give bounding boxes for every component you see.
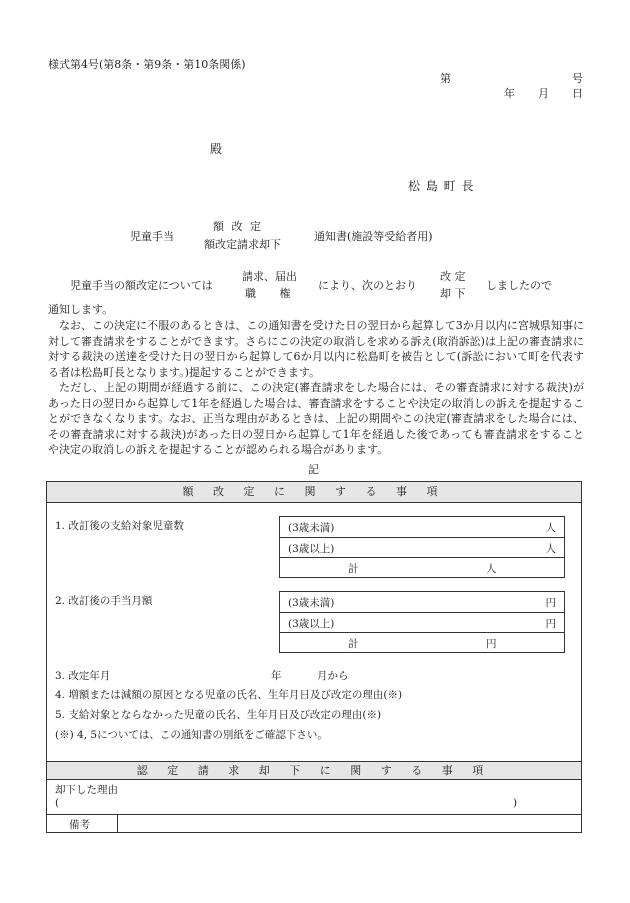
title-option-2: 額改定請求却下 [204, 238, 281, 251]
rejection-paren-open: ( [55, 797, 60, 809]
item2-label: 2. 改訂後の手当月額 [55, 595, 153, 607]
notice-paragraph-1: なお、この決定に不服のあるときは、この通知書を受けた日の翌日から起算して3か月以内に宮城県知事に対して審査請求をすることができます。さらにこの決定の取消しを求める訴え(取消訴訟)は上記の審査請求に対する裁決の送達を受けた日の翌日から起算して6か月以内に松島町を被告として(訴訟において町を代表する者は松島町長となります。)提起することができます。 [48, 319, 584, 379]
item2-total-label: 計 [348, 638, 359, 650]
item1-row-over3 [280, 537, 564, 557]
item1-label: 1. 改訂後の支給対象児童数 [55, 520, 184, 532]
form-code: 様式第4号(第8条・第9条・第10条関係) [48, 58, 246, 71]
remarks-cell-divider [117, 814, 118, 833]
item3-year: 年 [271, 670, 282, 682]
item2-row-under3 [280, 592, 564, 612]
intro-tail: しましたので [486, 279, 552, 292]
item4-label: 4. 増額または減額の原因となる児童の氏名、生年月日及び改定の理由(※) [55, 689, 403, 701]
item3-label: 3. 改定年月 [55, 670, 111, 682]
date-month: 月 [538, 87, 549, 100]
intro-choice-b-2: 却 下 [440, 287, 466, 300]
item1-row-total [280, 557, 564, 577]
item1-row-label: (3歳未満) [288, 522, 335, 534]
date-day: 日 [572, 87, 583, 100]
item5-label: 5. 支給対象とならなかった児童の氏名、生年月日及び改定の理由(※) [55, 709, 382, 721]
title-prefix: 児童手当 [130, 230, 174, 243]
item2-row-over3 [280, 612, 564, 632]
ki-marker: 記 [308, 463, 319, 476]
date-year: 年 [504, 87, 515, 100]
revision-note: (※) 4, 5については、この通知書の別紙をご確認下さい。 [55, 729, 328, 741]
number-suffix: 号 [572, 72, 583, 85]
rejection-paren-close: ) [513, 797, 518, 809]
remarks-label: 備考 [69, 819, 90, 831]
item1-total-label: 計 [348, 563, 359, 575]
intro-choice-a-1: 請求、届出 [242, 270, 297, 283]
item2-row-unit: 円 [545, 597, 556, 609]
item1-row-unit: 人 [545, 522, 556, 534]
item1-row-under3 [280, 517, 564, 537]
revision-section-heading: 額 改 定 に 関 す る 事 項 [47, 482, 581, 503]
title-option-1: 額 改 定 [213, 220, 263, 233]
item2-total-unit: 円 [486, 638, 497, 650]
item2-table [279, 591, 565, 653]
item1-table [279, 516, 565, 578]
item2-row-total [280, 632, 564, 652]
rejection-section-heading: 認 定 請 求 却 下 に 関 す る 事 項 [47, 761, 581, 780]
item2-row-label: (3歳以上) [288, 618, 335, 630]
number-prefix: 第 [440, 72, 451, 85]
intro-choice-b-1: 改 定 [440, 270, 466, 283]
sender-name: 松 島 町 長 [408, 179, 475, 193]
item1-row-unit: 人 [545, 543, 556, 555]
item2-row-unit: 円 [545, 618, 556, 630]
item2-row-label: (3歳未満) [288, 597, 335, 609]
remarks-divider [47, 814, 581, 815]
intro-lead: 児童手当の額改定については [70, 279, 213, 292]
intro-continuation: 通知します。 [48, 303, 114, 316]
notice-paragraph-2: ただし、上記の期間が経過する前に、この決定(審査請求をした場合には、その審査請求に対する裁決)があった日の翌日から起算して1年を経過した場合は、審査請求をすることや決定の取消しの訴えを提起することができなくなります。なお、正当な理由があるときは、上記の期間やこの決定(審査請求をした場合には、その審査請求に対する裁決)があった日の翌日から起算して1年を経過した後であっても審査請求をすることや決定の取消しの訴えを提起することが認められる場合があります。 [48, 381, 584, 456]
details-box [46, 481, 582, 833]
item1-row-label: (3歳以上) [288, 543, 335, 555]
intro-middle: により、次のとおり [318, 279, 417, 292]
intro-choice-a-2: 職 権 [245, 287, 301, 300]
addressee-honorific: 殿 [210, 142, 223, 156]
rejection-reason-label: 却下した理由 [55, 784, 118, 796]
item1-total-unit: 人 [486, 563, 497, 575]
item3-month: 月から [317, 670, 349, 682]
title-suffix: 通知書(施設等受給者用) [314, 230, 433, 243]
